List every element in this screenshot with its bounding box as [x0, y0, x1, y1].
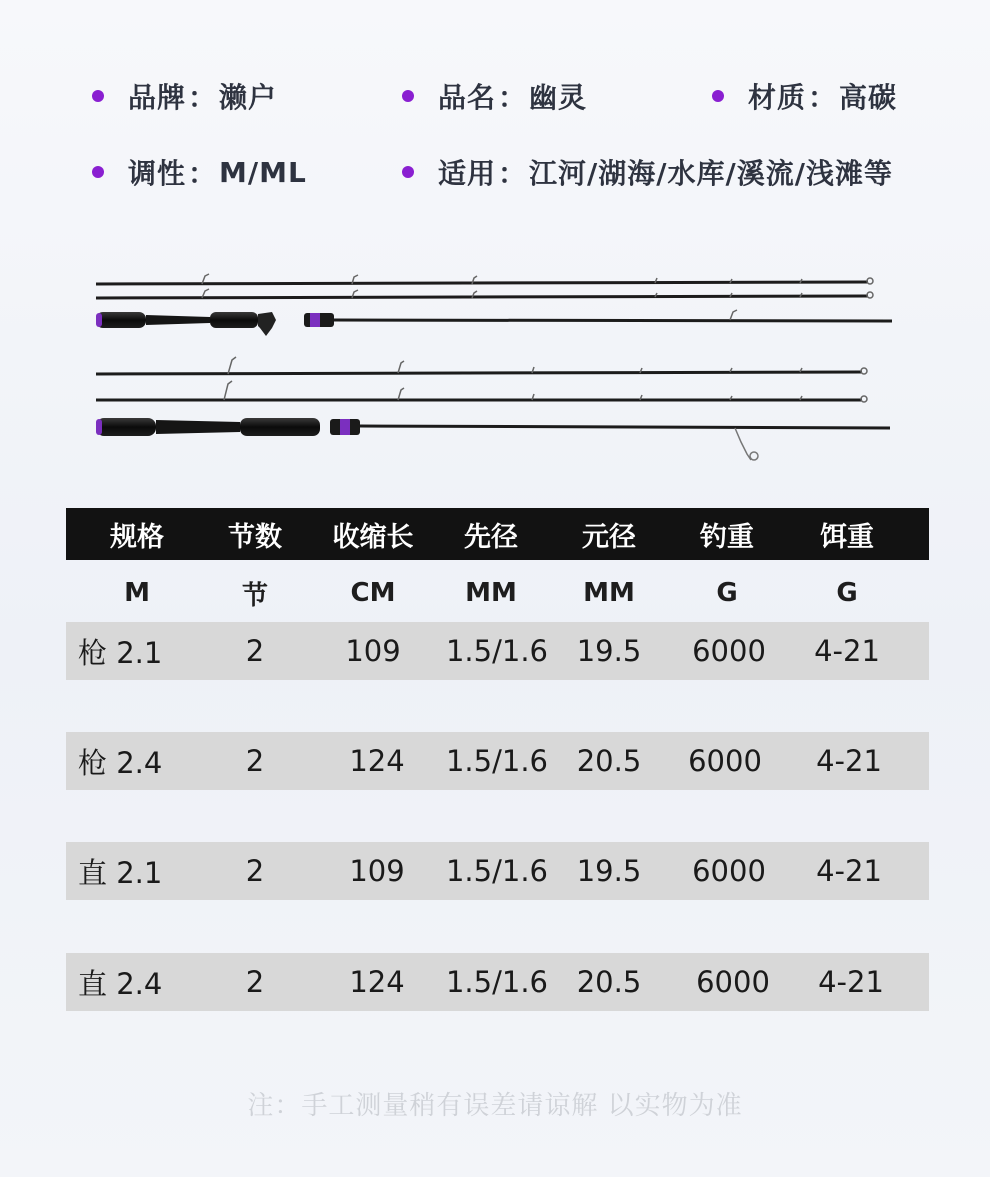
spec-label: 品名 [438, 81, 497, 114]
tip-diameter-cell: 1.5/1.6 [445, 634, 548, 668]
spec-value: 江河/湖海/水库/溪流/浅滩等 [529, 157, 893, 190]
spec-colon: ： [498, 157, 528, 190]
bullet-dot-icon [92, 166, 104, 178]
spec-label: 品牌 [128, 81, 187, 114]
max-drag-cell: 6000 [692, 634, 766, 668]
unit-cell: MM [465, 578, 517, 608]
tip-diameter-cell: 1.5/1.6 [445, 965, 548, 999]
butt-diameter-cell: 19.5 [576, 634, 642, 668]
spinning-rod-set [96, 357, 890, 460]
header-cell: 收缩长 [332, 521, 414, 553]
lure-weight-cell: 4-21 [818, 965, 884, 999]
header-cell: 元径 [582, 521, 636, 553]
header-cell: 先径 [464, 521, 518, 553]
butt-diameter-cell: 20.5 [576, 744, 642, 778]
spec-colon: ： [498, 81, 528, 114]
spec-brand [92, 76, 277, 116]
butt-diameter-cell: 20.5 [576, 965, 642, 999]
spec-usage [402, 152, 893, 192]
bullet-dot-icon [92, 90, 104, 102]
spec-action [92, 152, 307, 192]
spec-table-header [66, 508, 929, 560]
header-cell: 节数 [228, 521, 282, 553]
spec-value: 幽灵 [529, 81, 588, 114]
unit-cell: MM [583, 578, 635, 608]
bullet-dot-icon [402, 90, 414, 102]
tip-diameter-cell: 1.5/1.6 [445, 744, 548, 778]
spec-colon: ： [808, 81, 838, 114]
header-cell: 规格 [110, 521, 164, 553]
length-cell: 109 [345, 634, 401, 668]
spec-material [712, 76, 897, 116]
spec-label: 调性 [128, 157, 187, 190]
sections-cell: 2 [245, 965, 265, 999]
sections-cell: 2 [245, 854, 265, 888]
bullet-dot-icon [712, 90, 724, 102]
spec-name [402, 76, 587, 116]
header-cell: 饵重 [820, 521, 874, 553]
unit-cell: G [836, 578, 858, 608]
unit-cell: CM [350, 578, 396, 608]
model-cell: 枪 2.1 [78, 635, 163, 670]
sections-cell: 2 [245, 744, 265, 778]
spec-label: 适用 [438, 157, 497, 190]
header-cell: 钓重 [700, 521, 754, 553]
model-cell: 枪 2.4 [78, 745, 163, 780]
max-drag-cell: 6000 [688, 744, 762, 778]
casting-rod-set [96, 274, 892, 336]
table-row [66, 622, 929, 680]
unit-cell: M [124, 578, 150, 608]
model-cell: 直 2.1 [78, 855, 163, 890]
spec-colon: ： [188, 157, 218, 190]
model-cell: 直 2.4 [78, 966, 163, 1001]
spec-value: 濑户 [219, 81, 278, 114]
length-cell: 109 [349, 854, 405, 888]
unit-cell: 节 [241, 580, 268, 611]
table-row [66, 842, 929, 900]
max-drag-cell: 6000 [696, 965, 770, 999]
spec-label: 材质 [748, 81, 807, 114]
length-cell: 124 [349, 965, 405, 999]
table-row [66, 953, 929, 1011]
fishing-rods-image [90, 262, 900, 472]
lure-weight-cell: 4-21 [816, 744, 882, 778]
spec-colon: ： [188, 81, 218, 114]
lure-weight-cell: 4-21 [814, 634, 880, 668]
bullet-dot-icon [402, 166, 414, 178]
spec-value: M/ML [219, 155, 307, 189]
sections-cell: 2 [245, 634, 265, 668]
tip-diameter-cell: 1.5/1.6 [445, 854, 548, 888]
spec-value: 高碳 [839, 81, 898, 114]
spec-table-units [66, 568, 929, 618]
table-row [66, 732, 929, 790]
lure-weight-cell: 4-21 [816, 854, 882, 888]
butt-diameter-cell: 19.5 [576, 854, 642, 888]
length-cell: 124 [349, 744, 405, 778]
max-drag-cell: 6000 [692, 854, 766, 888]
measurement-note: 注：手工测量稍有误差请谅解 以实物为准 [247, 1091, 743, 1121]
unit-cell: G [716, 578, 738, 608]
